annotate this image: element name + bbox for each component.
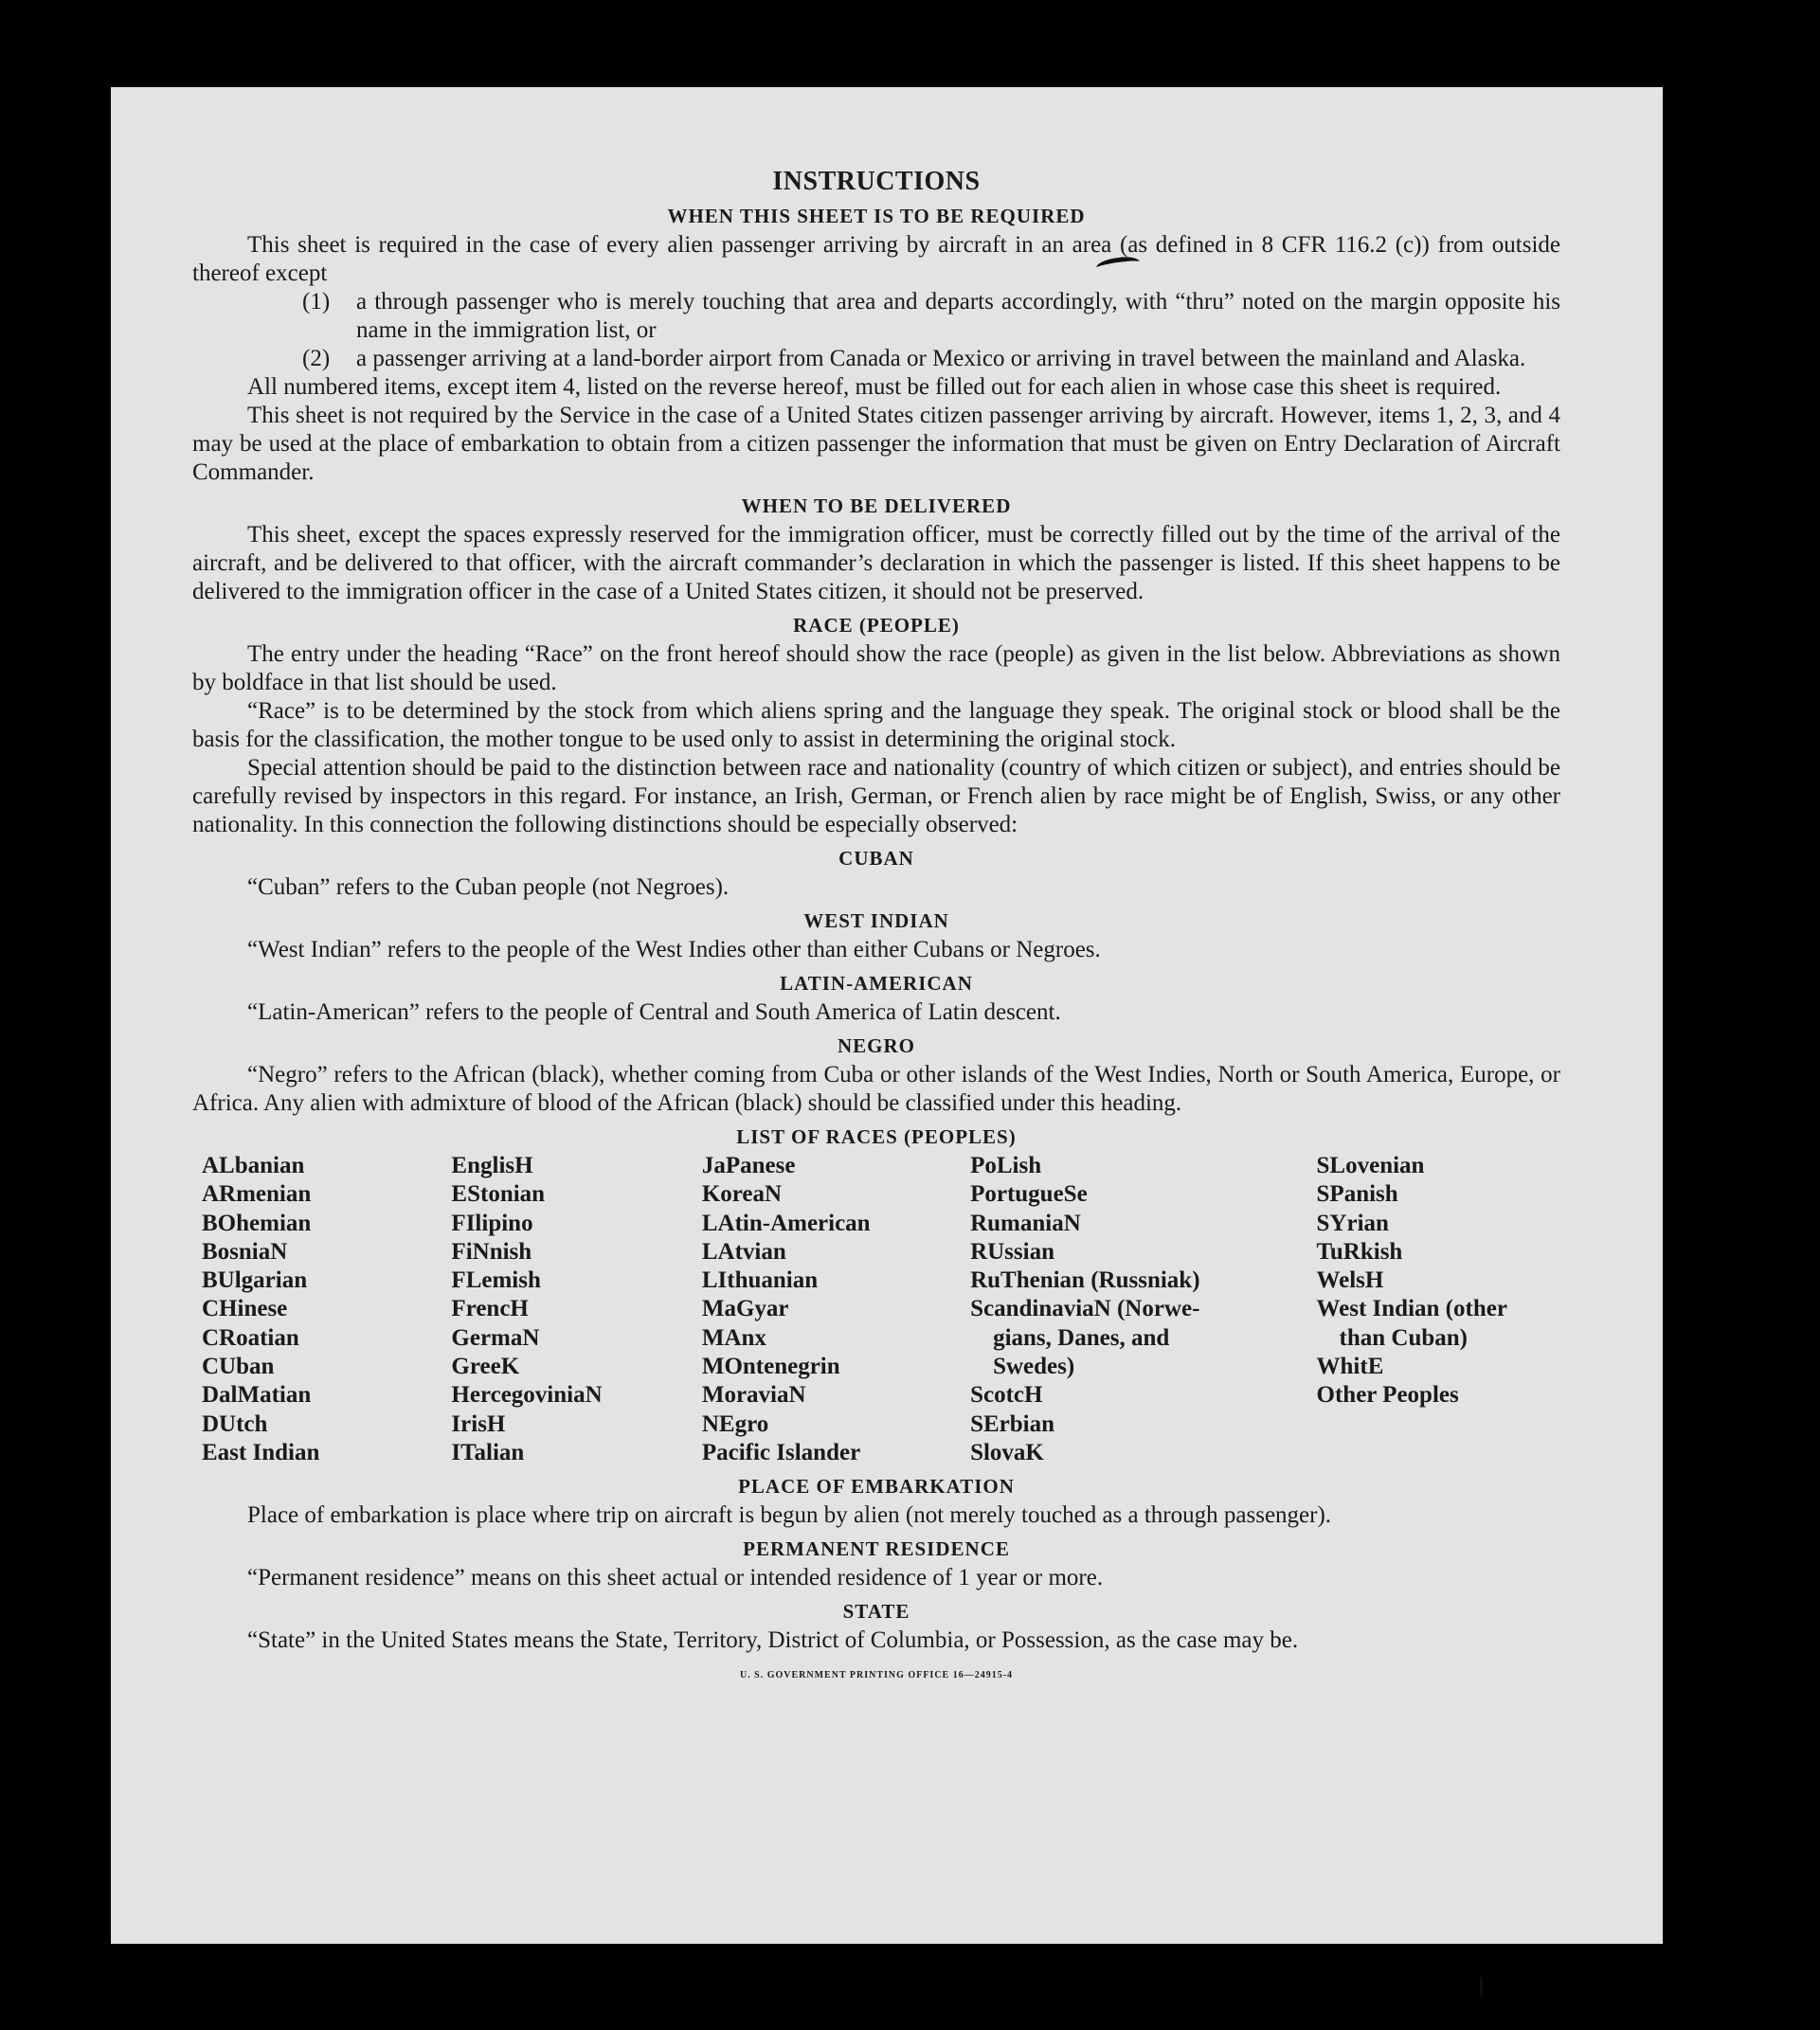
paragraph: This sheet is not required by the Service in the case of a United States citizen passenger arriving by aircraft. However, items 1, 2, 3, and 4 may be used at the place of embarkation to obtain from a citizen passenger the information that must be given on Entry Declaration of Aircraft Commander. [192,403,1560,485]
races-column [451,1152,701,1467]
race-entry: ALbanian [202,1153,305,1178]
negro-section [192,1034,1560,1118]
race-entry: IrisH [451,1410,506,1437]
race-entry: BUlgarian [202,1267,308,1294]
ink-speck [1480,1975,1483,1998]
section-heading: LATIN-AMERICAN [780,972,973,995]
cuban-section [192,847,1560,902]
page-title: INSTRUCTIONS [772,167,981,196]
race-entry: MOntenegrin [701,1354,840,1380]
section-heading: CUBAN [838,847,914,870]
race-entry: TuRkish [1316,1238,1403,1265]
section-heading: WEST INDIAN [803,909,949,932]
section-heading: WHEN THIS SHEET IS TO BE REQUIRED [667,205,1086,227]
race-entry: LIthuanian [701,1267,819,1294]
section-heading: PLACE OF EMBARKATION [738,1475,1015,1499]
paragraph: “Latin-American” refers to the people of Central and South America of Latin descent. [247,999,1061,1025]
race-entry: RumaniaN [970,1210,1081,1236]
section-heading: NEGRO [837,1034,915,1057]
race-entry: SErbian [970,1410,1055,1437]
race-entry: ITalian [451,1439,525,1465]
paragraph: This sheet is required in the case of every alien passenger arriving by aircraft in an area (as defined in 8 CFR 116.2 (c)) from outside thereof except [192,232,1560,286]
race-entry: Other Peoples [1316,1382,1459,1409]
when-required-section [192,205,1560,487]
paragraph: The entry under the heading “Race” on the front hereof should show the race (people) as given in the list below. Abbreviations as shown by boldface in that list should be used. [192,641,1560,695]
paragraph: “Permanent residence” means on this sheet actual or intended residence of 1 year or more. [247,1565,1104,1591]
state-section [192,1600,1560,1655]
list-of-races-section [192,1125,1560,1467]
race-entry: FIlipino [451,1210,533,1236]
race-entry: gians, Danes, and [993,1324,1170,1351]
when-delivered-section [192,494,1560,606]
item-text: a through passenger who is merely touching that area and departs accordingly, with “thru” noted on the margin opposite his name in the immigration list, or [356,289,1560,343]
race-entry: ARmenian [202,1181,312,1208]
races-table [202,1152,1560,1467]
printer-footer: U. S. GOVERNMENT PRINTING OFFICE 16—24915-4 [739,1670,1014,1681]
race-entry: LAtvian [701,1238,786,1265]
race-entry: EnglisH [451,1153,533,1178]
races-column [1317,1152,1560,1467]
section-heading: PERMANENT RESIDENCE [743,1537,1010,1561]
place-of-embarkation-section [192,1475,1560,1530]
section-heading: RACE (PEOPLE) [793,614,960,637]
race-entry: NEgro [701,1410,769,1437]
race-entry: PortugueSe [970,1181,1088,1208]
race-entry: MoraviaN [701,1382,806,1409]
race-entry: SPanish [1316,1181,1398,1208]
item-text: a passenger arriving at a land-border airport from Canada or Mexico or arriving in travel between the mainland and Alaska. [356,346,1526,371]
race-entry: RuThenian (Russniak) [970,1267,1200,1294]
race-entry: BOhemian [202,1210,312,1236]
paragraph: “West Indian” refers to the people of the West Indies other than either Cubans or Negroes. [247,937,1101,962]
paragraph: This sheet, except the spaces expressly reserved for the immigration officer, must be correctly filled out by the time of the arrival of the aircraft, and be delivered to that officer, with the aircraft commander’s declaration in which the passenger is listed. If this sheet happens to be delivered to the immigration officer in the case of a United States citizen, it should not be preserved. [192,522,1560,604]
race-entry: Swedes) [993,1354,1075,1380]
paragraph: “Negro” refers to the African (black), whether coming from Cuba or other islands of the West Indies, North or South America, Europe, or Africa. Any alien with admixture of blood of the African (black) should be classified under this heading. [192,1062,1560,1116]
race-entry: JaPanese [701,1153,796,1178]
race-entry: KoreaN [701,1181,783,1208]
race-entry: East Indian [202,1439,320,1465]
race-entry: MaGyar [701,1296,789,1322]
race-entry: Pacific Islander [701,1439,861,1465]
race-entry: WhitE [1316,1354,1384,1380]
race-entry: DUtch [202,1410,268,1437]
races-column [202,1152,451,1467]
list-item [192,288,1560,345]
race-section [192,614,1560,839]
permanent-residence-section [192,1537,1560,1592]
race-entry: FLemish [451,1267,541,1294]
race-entry: CHinese [202,1296,288,1322]
paragraph: Place of embarkation is place where trip on aircraft is begun by alien (not merely touched as a through passenger). [247,1502,1332,1529]
section-heading: WHEN TO BE DELIVERED [741,494,1012,517]
paragraph: “Race” is to be determined by the stock from which aliens spring and the language they speak. The original stock or blood shall be the basis for the classification, the mother tongue to be used only to assist in determining the original stock. [192,698,1560,752]
paragraph: “State” in the United States means the State, Territory, District of Columbia, or Possession, as the case may be. [247,1627,1299,1654]
item-number: (2) [302,346,331,371]
section-heading: LIST OF RACES (PEOPLES) [736,1125,1017,1148]
race-entry: CUban [202,1354,275,1380]
race-entry: MAnx [701,1324,766,1351]
race-entry: BosniaN [202,1238,288,1265]
exception-list [192,288,1560,373]
race-entry: ScotcH [970,1382,1043,1409]
list-item [192,345,1560,373]
race-entry: SLovenian [1316,1153,1425,1178]
race-entry: FrencH [451,1296,529,1322]
race-entry: SlovaK [970,1439,1044,1465]
races-column [970,1152,1316,1467]
west-indian-section [192,909,1560,964]
race-entry: HercegoviniaN [451,1382,603,1409]
race-entry: FiNnish [451,1238,532,1265]
paragraph: All numbered items, except item 4, listed on the reverse hereof, must be filled out for each alien in whose case this sheet is required. [247,374,1502,400]
race-entry: West Indian (other [1316,1296,1507,1322]
race-entry: SYrian [1316,1210,1389,1236]
race-entry: DalMatian [202,1382,312,1409]
paragraph: “Cuban” refers to the Cuban people (not Negroes). [247,874,730,900]
race-entry: PoLish [970,1153,1042,1178]
race-entry: ScandinaviaN (Norwe- [970,1296,1200,1322]
race-entry: GermaN [451,1324,540,1351]
item-number: (1) [302,289,331,314]
race-entry: LAtin-American [701,1210,871,1236]
race-entry: RUssian [970,1238,1054,1265]
race-entry: GreeK [451,1354,520,1380]
paragraph: Special attention should be paid to the distinction between race and nationality (country of which citizen or subject), and entries should be carefully revised by inspectors in this regard. For instance, an Irish, German, or French alien by race might be of English, Swiss, or any other nationality. In this connection the following distinctions should be especially observed: [192,755,1560,837]
instruction-sheet [111,87,1663,1944]
race-entry: EStonian [451,1181,546,1208]
section-heading: STATE [842,1600,910,1624]
race-entry: than Cuban) [1339,1324,1468,1351]
latin-american-section [192,972,1560,1027]
races-column [702,1152,970,1467]
race-entry: CRoatian [202,1324,299,1351]
race-entry: WelsH [1316,1267,1384,1294]
